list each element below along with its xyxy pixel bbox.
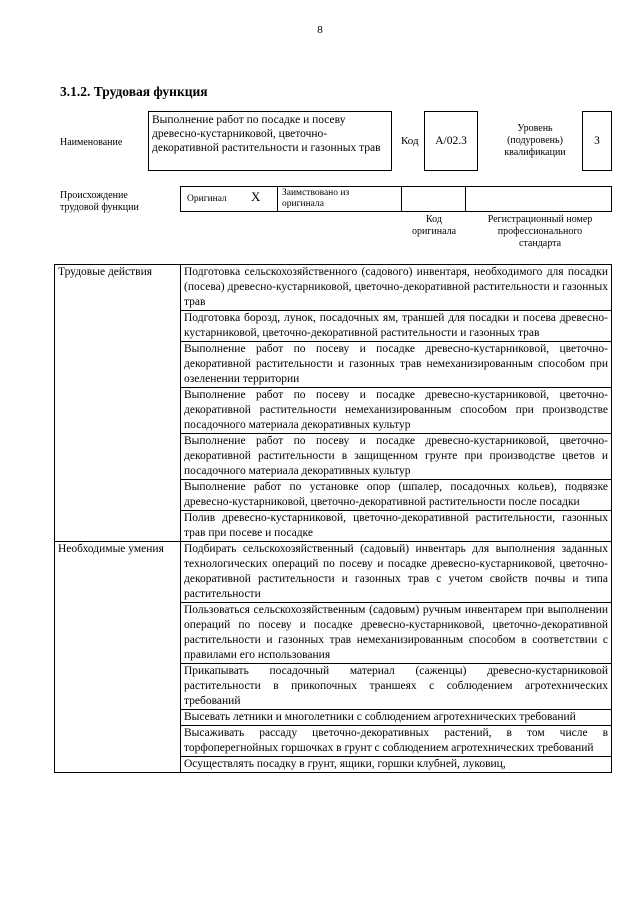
table-cell: Подготовка борозд, лунок, посадочных ям, траншей для посадки и посева древесно-кустарниковой, цветочно-декоративной растительности и газонных трав — [181, 311, 612, 342]
section-title: 3.1.2. Трудовая функция — [60, 84, 208, 99]
name-label: Наименование — [60, 137, 123, 148]
table-cell: Подготовка сельскохозяйственного (садового) инвентаря, необходимого для посадки (посева) древесно-кустарниковой, цветочно-декоративной растительности и газонных трав — [181, 265, 612, 311]
code-original-label-line-1: Код — [426, 214, 442, 225]
code-original-label — [402, 214, 466, 238]
origin-label — [60, 190, 139, 214]
code-label: Код — [401, 135, 419, 147]
table-row — [55, 542, 612, 603]
table-cell: Полив древесно-кустарниковой, цветочно-декоративной растительности, газонных трав при посеве и посадке — [181, 511, 612, 542]
origin-row — [180, 186, 612, 212]
table-cell: Выполнение работ по установке опор (шпалер, посадочных кольев), подвязке древесно-кустарниковой, цветочно-декоративной растительности после посадки — [181, 480, 612, 511]
table-cell: Высевать летники и многолетники с соблюдением агротехнических требований — [181, 710, 612, 726]
section-label: Трудовые действия — [55, 265, 181, 542]
borrowed-label-line-1: Заимствовано из — [282, 188, 350, 198]
origin-label-line-2: трудовой функции — [60, 202, 139, 213]
level-label — [492, 123, 578, 159]
reg-number-label-line-1: Регистрационный номер — [487, 214, 593, 225]
table-cell: Пользоваться сельскохозяйственным (садовым) ручным инвентарем при выполнении операций по посеву и посадке древесно-кустарниковой, цветочно-декоративной растительности и газонных трав немеханизированным способом в соответствии с правилами его использования — [181, 603, 612, 664]
table-cell: Высаживать рассаду цветочно-декоративных растений, в том числе в торфоперегнойных горшочках в грунт с соблюдением агротехнических требований — [181, 726, 612, 757]
reg-number-label-line-2: профессионального — [497, 226, 583, 237]
table-cell: Выполнение работ по посеву и посадке древесно-кустарниковой, цветочно-декоративной растительности в защищенном грунте при производстве цветов и посадочного материала декоративных культур — [181, 434, 612, 480]
reg-number-label — [470, 214, 610, 250]
code-original-cell — [402, 186, 466, 212]
table-cell: Осуществлять посадку в грунт, ящики, горшки клубней, луковиц, — [181, 757, 612, 773]
table-cell: Прикапывать посадочный материал (саженцы) древесно-кустарниковой растительности в прикопочных траншеях с соблюдением агротехнических требований — [181, 664, 612, 710]
level-label-line-3: квалификации — [504, 147, 566, 158]
table-cell: Подбирать сельскохозяйственный (садовый) инвентарь для выполнения заданных технологических операций по посеву и посадке древесно-кустарниковой, цветочно-декоративной растительности и газонных трав с учетом свойств почвы и типа растительности — [181, 542, 612, 603]
reg-number-cell — [466, 186, 612, 212]
code-original-label-line-2: оригинала — [411, 226, 457, 237]
origin-label-line-1: Происхождение — [60, 190, 128, 201]
page-number: 8 — [317, 24, 323, 36]
original-cell — [180, 186, 277, 212]
section-label: Необходимые умения — [55, 542, 181, 773]
code-value: А/02.3 — [424, 111, 478, 171]
original-label: Оригинал — [187, 194, 227, 204]
borrowed-label-line-2: оригинала — [282, 199, 324, 209]
level-label-line-2: (подуровень) — [507, 135, 563, 146]
table-row — [55, 265, 612, 311]
original-mark: X — [251, 189, 261, 204]
table-cell: Выполнение работ по посеву и посадке древесно-кустарниковой, цветочно-декоративной растительности немеханизированным способом при производстве посадочного материала декоративных культур — [181, 388, 612, 434]
function-table — [54, 264, 612, 773]
table-cell: Выполнение работ по посеву и посадке древесно-кустарниковой, цветочно-декоративной растительности и газонных трав немеханизированным способом при озеленении территории — [181, 342, 612, 388]
reg-number-label-line-3: стандарта — [518, 238, 562, 249]
name-value: Выполнение работ по посадке и посеву древесно-кустарниковой, цветочно-декоративной растительности и газонных трав — [148, 111, 392, 171]
borrowed-cell — [277, 186, 402, 212]
level-value: 3 — [582, 111, 612, 171]
level-label-line-1: Уровень — [517, 123, 553, 134]
